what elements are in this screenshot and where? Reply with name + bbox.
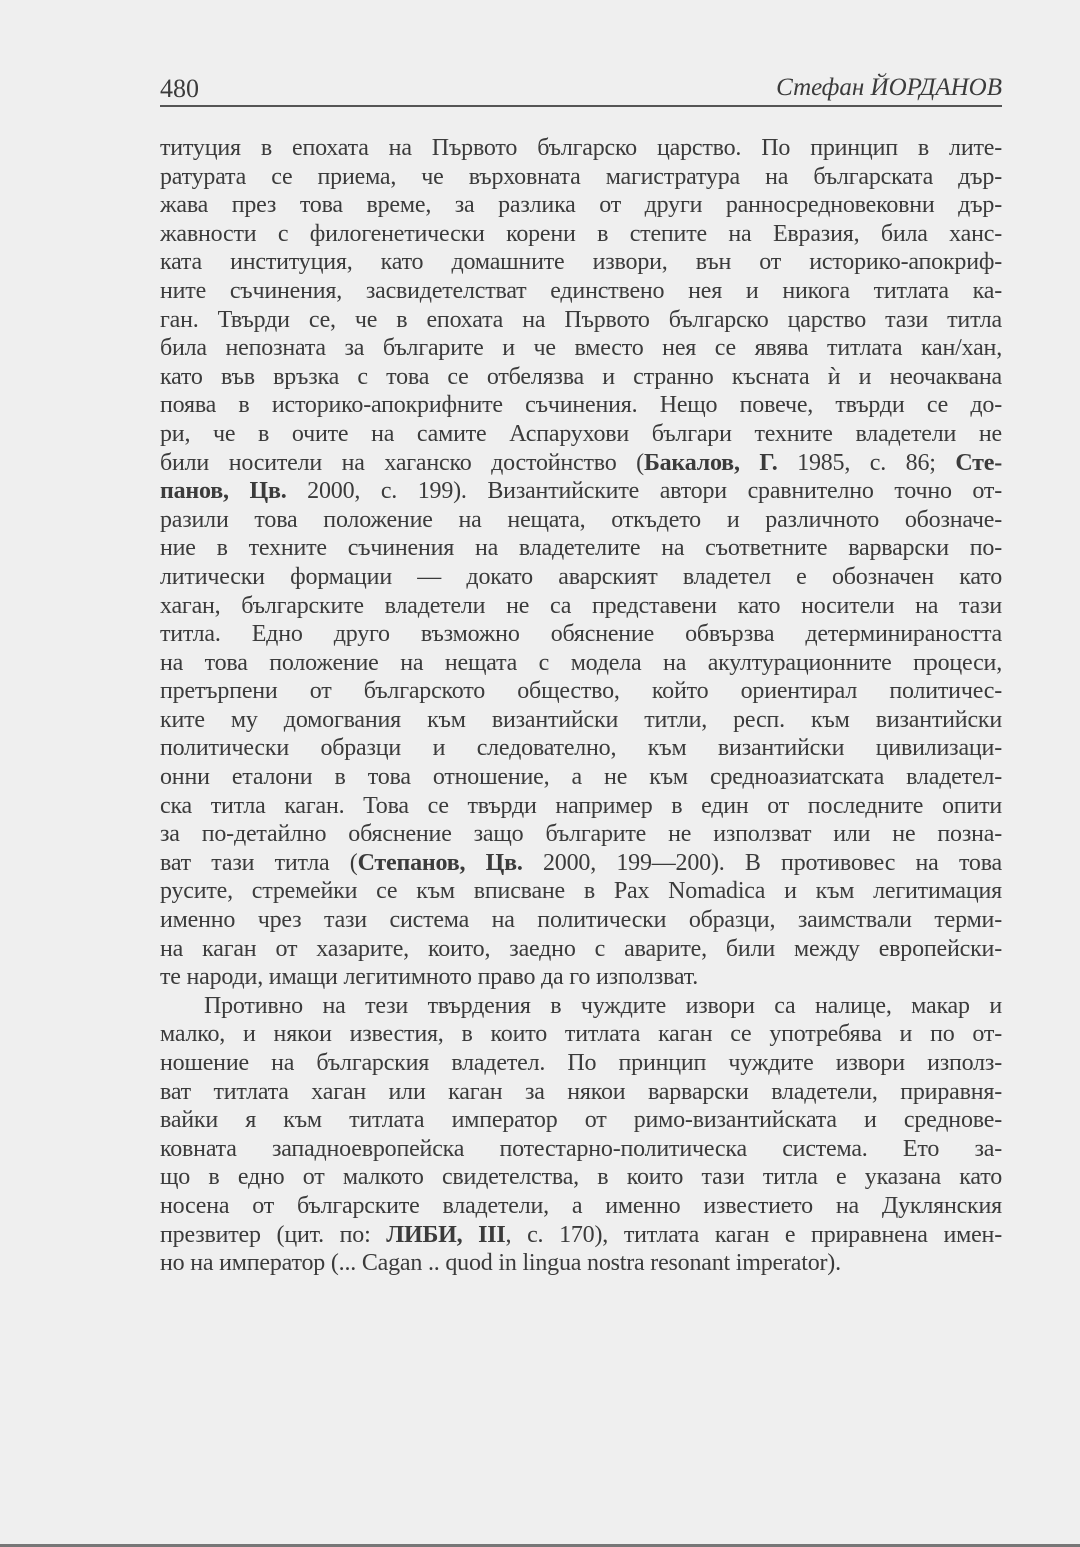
text-line: [160, 334, 1002, 363]
text-line: [160, 420, 1002, 449]
header-rule: [160, 105, 1002, 107]
text-line: [160, 477, 1002, 506]
text-run: що в едно от малкото свидетелства, в които тази титла е указана като: [160, 1164, 1002, 1191]
text-line: [160, 534, 1002, 563]
text-line: [160, 592, 1002, 621]
text-line: [160, 134, 1002, 163]
text-run: Противно на тези твърдения в чуждите извори са налице, макар и: [204, 992, 1002, 1019]
text-line: [160, 248, 1002, 277]
text-run: титла. Едно друго възможно обяснение обвързва детерминираността: [160, 621, 1002, 648]
text-run: хаган, българските владетели не са представени като носители на тази: [160, 592, 1002, 619]
text-run: 2000, с. 199). Византийските автори сравнително точно от-: [286, 478, 1002, 505]
text-line: [160, 1078, 1002, 1107]
text-line: [160, 734, 1002, 763]
body-text: [160, 134, 1002, 1278]
text-run: 2000, 199—200). В противовес на това: [522, 849, 1002, 876]
text-run: била непозната за българите и че вместо нея се явява титлата кан/хан,: [160, 335, 1002, 362]
text-run: но на император (... Cagan .. quod in lingua nostra resonant imperator).: [160, 1250, 841, 1277]
text-run: ката институция, като домашните извори, вън от историко-апокриф-: [160, 249, 1002, 276]
text-run: разили това положение на нещата, откъдето и различното обозначе-: [160, 506, 1002, 533]
text-line: [160, 935, 1002, 964]
citation-bold: Бакалов, Г.: [643, 449, 778, 476]
text-run: поява в историко-апокрифните съчинения. Нещо повече, твърди се до-: [160, 392, 1002, 419]
text-run: ват титлата хаган или каган за някои варварски владетели, приравня-: [160, 1078, 1002, 1105]
text-run: ри, че в очите на самите Аспарухови българи техните владетели не: [160, 420, 1002, 447]
text-run: ратурата се приема, че върховната магистратура на българската дър-: [160, 163, 1002, 190]
text-run: , с. 170), титлата каган е приравнена имен-: [505, 1221, 1002, 1248]
text-run: презвитер (цит. по:: [160, 1221, 387, 1248]
text-line: [160, 763, 1002, 792]
text-line: [160, 1020, 1002, 1049]
text-line: [160, 1135, 1002, 1164]
text-line: [160, 306, 1002, 335]
text-run: на каган от хазарите, които, заедно с аварите, били между европейски-: [160, 935, 1002, 962]
text-line: [160, 649, 1002, 678]
text-line: [160, 563, 1002, 592]
text-line: [160, 391, 1002, 420]
text-run: били носители на хаганско достойнство (: [160, 449, 644, 476]
text-line: [160, 220, 1002, 249]
text-line: [160, 506, 1002, 535]
text-run: ките му домогвания към византийски титли, респ. към византийски: [160, 706, 1002, 733]
text-run: жавности с филогенетически корени в степите на Евразия, била ханс-: [160, 220, 1002, 247]
text-line: [160, 363, 1002, 392]
text-line: [160, 963, 1002, 992]
citation-bold: Степанов, Цв.: [357, 849, 523, 876]
text-run: политически образци и следователно, към византийски цивилизаци-: [160, 735, 1002, 762]
text-run: те народи, имащи легитимното право да го използват.: [160, 964, 698, 991]
text-line: [160, 906, 1002, 935]
text-line: [160, 1106, 1002, 1135]
citation-bold: Сте-: [955, 449, 1002, 476]
text-run: ска титла каган. Това се твърди например в един от последните опити: [160, 792, 1002, 819]
text-run: малко, и някои известия, в които титлата каган се употребява и по от-: [160, 1021, 1002, 1048]
text-line: [160, 620, 1002, 649]
text-run: на това положение на нещата с модела на акултурационните процеси,: [160, 649, 1002, 676]
text-line: [160, 849, 1002, 878]
text-line: [160, 191, 1002, 220]
text-run: ните съчинения, засвидетелстват единствено нея и никога титлата ка-: [160, 277, 1002, 304]
text-run: за по-детайлно обяснение защо българите не използват или не позна-: [160, 821, 1002, 848]
text-line: [160, 1163, 1002, 1192]
text-run: като във връзка с това се отбелязва и странно късната ѝ и неочаквана: [160, 363, 1002, 390]
text-line: [160, 706, 1002, 735]
text-run: претърпени от българското общество, който ориентирал политичес-: [160, 678, 1002, 705]
text-line: [160, 992, 1002, 1021]
text-run: ношение на българския владетел. По принцип чуждите извори използ-: [160, 1050, 1002, 1076]
text-line: [160, 1192, 1002, 1221]
text-run: онни еталони в това отношение, а не към средноазиатската владетел-: [160, 764, 1002, 791]
text-run: ние в техните съчинения на владетелите на съответните варварски по-: [160, 535, 1002, 562]
text-line: [160, 792, 1002, 821]
text-run: ковната западноевропейска потестарно-политическа система. Ето за-: [160, 1135, 1002, 1162]
text-run: 1985, с. 86;: [777, 449, 956, 476]
text-run: ват тази титла (: [160, 849, 358, 876]
text-run: титуция в епохата на Първото българско царство. По принцип в лите-: [160, 135, 1002, 161]
text-line: [160, 877, 1002, 906]
text-run: носена от българските владетели, а именно известието на Дуклянския: [160, 1192, 1002, 1219]
text-run: именно чрез тази система на политически образци, заимствали терми-: [160, 907, 1002, 934]
text-line: [160, 1249, 1002, 1278]
text-line: [160, 277, 1002, 306]
text-run: жава през това време, за разлика от други ранносредновековни дър-: [160, 192, 1002, 219]
text-line: [160, 1221, 1002, 1250]
citation-bold: панов, Цв.: [160, 478, 287, 505]
page-number: 480: [160, 74, 199, 103]
text-run: русите, стремейки се към вписване в Pax Nomadica и към легитимация: [160, 878, 1002, 905]
citation-bold: ЛИБИ, III: [386, 1221, 506, 1248]
text-line: [160, 449, 1002, 478]
text-run: ган. Твърди се, че в епохата на Първото българско царство тази титла: [160, 306, 1002, 333]
text-line: [160, 163, 1002, 192]
text-line: [160, 1049, 1002, 1078]
text-run: литически формации — докато аварският владетел е обозначен като: [160, 563, 1002, 590]
text-line: [160, 677, 1002, 706]
running-head: Стефан ЙОРДАНОВ: [776, 74, 1002, 101]
text-line: [160, 820, 1002, 849]
text-run: вайки я към титлата император от римо-византийската и среднове-: [160, 1107, 1002, 1134]
